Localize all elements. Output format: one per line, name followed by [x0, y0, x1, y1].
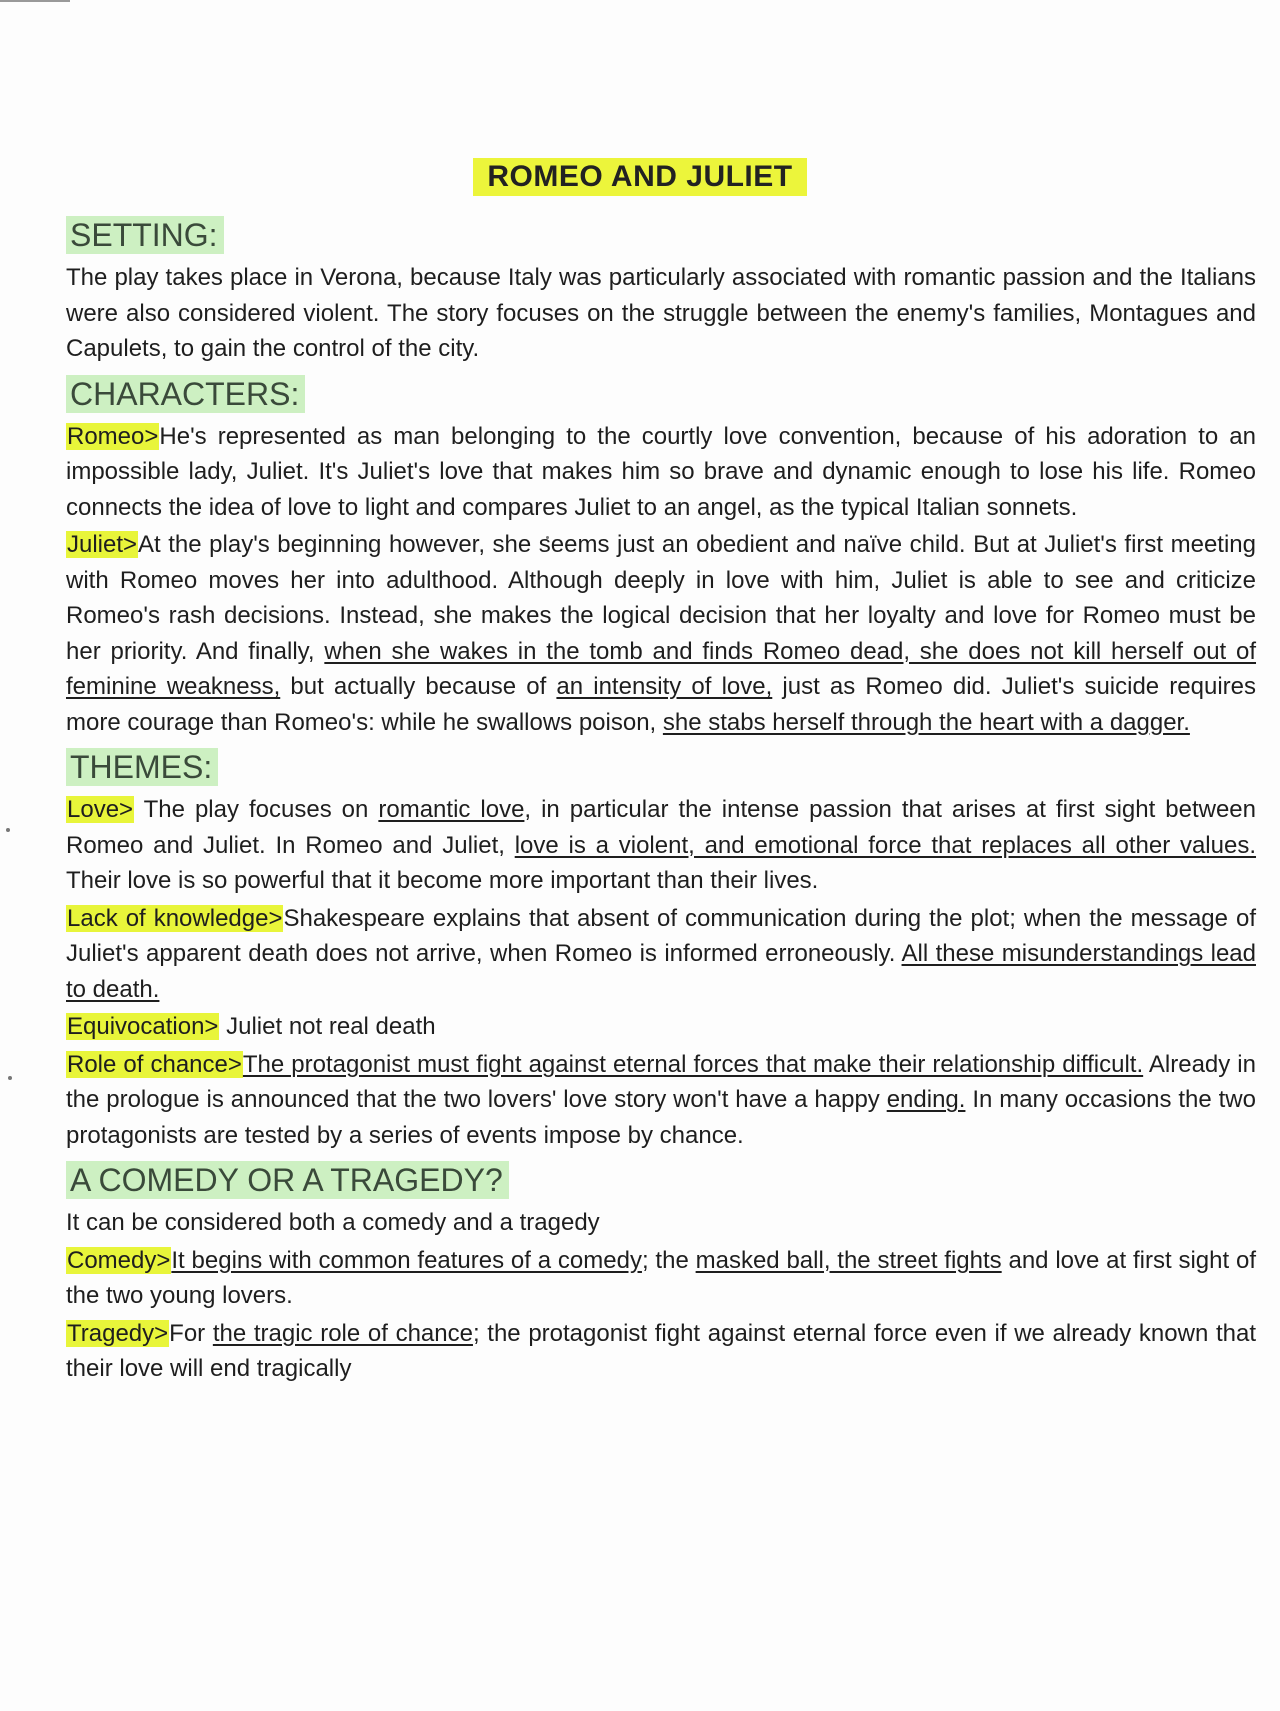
label-equivocation: Equivocation> — [67, 1013, 219, 1040]
knowledge-text-a: Shakespeare explains that absent of communication during the plot; when the message of Juliet's apparent death does not arrive, when Romeo is informed erroneously. — [66, 904, 1256, 967]
chance-underline-1: The protagonist must fight against eternal forces that make their relationship difficult. — [242, 1050, 1144, 1078]
label-comedy: Comedy> — [67, 1246, 171, 1274]
heading-setting: SETTING: — [66, 216, 224, 254]
love-text-a: The play focuses on — [134, 796, 379, 823]
section-themes — [66, 744, 1256, 1153]
tragedy-text-b: ; the protagonist fight against eternal force even if we already known that their love will end tragically — [66, 1319, 1256, 1382]
section-characters — [66, 371, 1256, 741]
theme-knowledge — [66, 901, 1256, 1008]
label-love: Love> — [67, 796, 134, 823]
juliet-text-c: just as Romeo did. Juliet's suicide requires more courage than Romeo's: while he swallows poison, — [66, 673, 1256, 736]
comedy-text-b: and love at first sight of the two young lovers. — [66, 1246, 1256, 1309]
label-chance: Role of chance> — [67, 1050, 242, 1078]
comedy-entry — [66, 1243, 1256, 1314]
section-setting — [66, 212, 1256, 367]
tragedy-entry — [66, 1316, 1256, 1387]
juliet-underline-3: she stabs herself through the heart with a dagger. — [662, 708, 1190, 736]
tragedy-underline-1: the tragic role of chance — [212, 1319, 473, 1347]
heading-themes: THEMES: — [66, 748, 218, 786]
page-title: ROMEO AND JULIET — [473, 158, 806, 196]
love-underline-1: romantic love — [378, 796, 525, 823]
setting-text: The play takes place in Verona, because Italy was particularly associated with romantic passion and the Italians were also considered violent. The story focuses on the struggle between the enemy's families, Montagues and Capulets, to gain the control of the city. — [66, 264, 1256, 362]
theme-equivocation — [66, 1009, 1256, 1045]
label-juliet: Juliet> — [67, 531, 138, 558]
juliet-text-a: At the play's beginning however, she seems just an obedient and naïve child. But at Juliet's first meeting with Romeo moves her into adulthood. Although deeply in love with him, Juliet is able to see and criticize Romeo's rash decisions. Instead, she makes the logical decision that her loyalty and love for Romeo must be her priority. And finally, — [66, 531, 1256, 665]
tragedy-text-a: For — [169, 1319, 213, 1347]
scan-speck — [8, 1076, 12, 1080]
juliet-underline-1: when she wakes in the tomb and finds Romeo dead, she does not kill herself out of feminine weakness, — [66, 637, 1257, 700]
heading-characters: CHARACTERS: — [66, 375, 305, 413]
character-romeo — [66, 419, 1256, 526]
comedy-underline-1: It begins with common features of a comedy — [171, 1246, 642, 1274]
scan-edge-mark — [0, 0, 70, 2]
chance-text-a: Already in the prologue is announced that the two lovers' love story won't have a happy — [66, 1050, 1256, 1113]
comedy-underline-2: masked ball, the street fights — [695, 1246, 1002, 1274]
love-text-c: Their love is so powerful that it become more important than their lives. — [66, 867, 819, 894]
label-romeo: Romeo> — [67, 422, 159, 450]
label-knowledge: Lack of knowledge> — [67, 904, 283, 932]
love-underline-2: love is a violent, and emotional force that replaces all other values. — [514, 831, 1257, 859]
theme-chance — [66, 1047, 1256, 1154]
theme-love — [66, 792, 1256, 899]
title-container — [0, 158, 1280, 196]
heading-comedy-tragedy: A COMEDY OR A TRAGEDY? — [66, 1161, 509, 1199]
juliet-underline-2: an intensity of love, — [556, 673, 773, 700]
equivocation-text: Juliet not real death — [219, 1013, 436, 1040]
romeo-text: He's represented as man belonging to the courtly love convention, because of his adoration to an impossible lady, Juliet. It's Juliet's love that makes him so brave and dynamic enough to lose his life. Romeo connects the idea of love to light and compares Juliet to an angel, as the typical Italian sonnets. — [66, 422, 1256, 521]
chance-text-b: In many occasions the two protagonists are tested by a series of events impose by chance. — [66, 1086, 1256, 1149]
character-juliet — [66, 527, 1256, 740]
document-body — [66, 212, 1256, 1391]
comedy-tragedy-intro: It can be considered both a comedy and a tragedy — [66, 1209, 600, 1236]
juliet-text-b: but actually because of — [280, 673, 557, 700]
knowledge-underline-1: All these misunderstandings lead to death. — [66, 940, 1256, 1003]
love-text-b: , in particular the intense passion that arises at first sight between Romeo and Juliet. In Romeo and Juliet, — [66, 796, 1256, 859]
section-comedy-tragedy — [66, 1157, 1256, 1387]
comedy-text-a: ; the — [641, 1246, 696, 1274]
label-tragedy: Tragedy> — [67, 1319, 169, 1347]
scan-speck — [6, 828, 10, 832]
chance-underline-2: ending. — [886, 1086, 966, 1113]
